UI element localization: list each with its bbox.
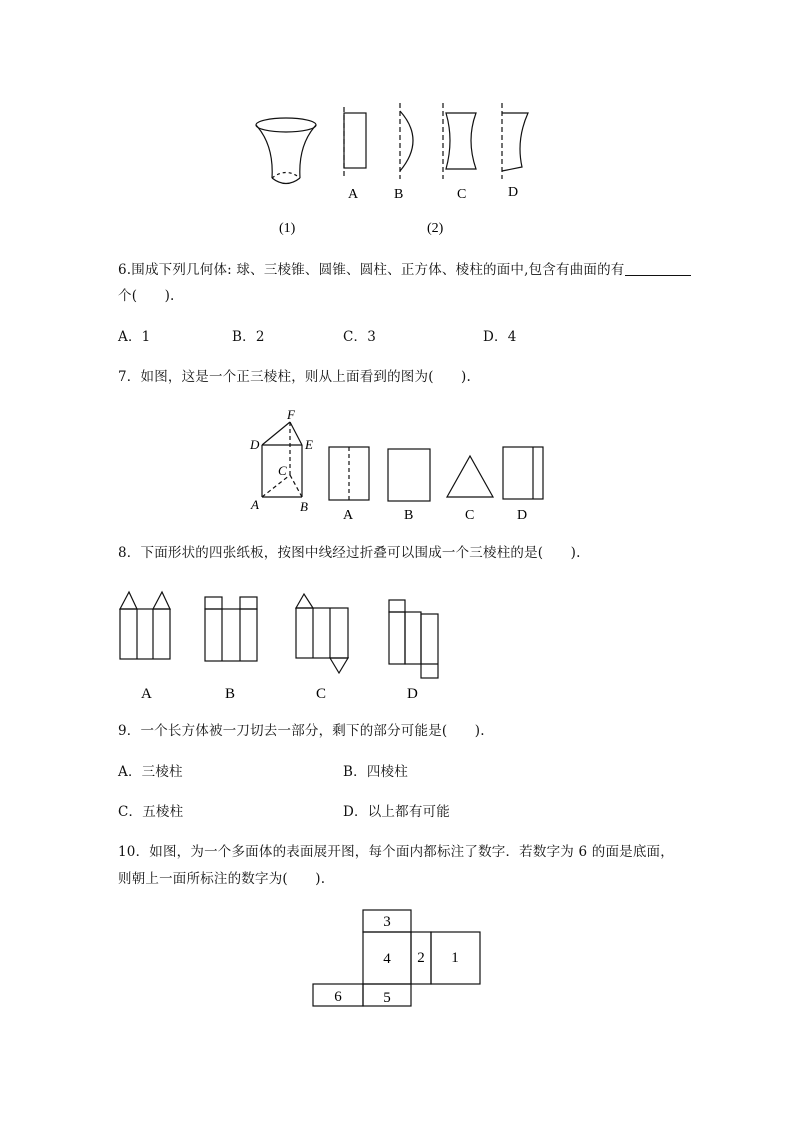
fig1-option-c: C	[457, 187, 467, 202]
net-face-2: 2	[417, 950, 425, 966]
question-6-option-b: B．2	[232, 329, 265, 345]
question-10-text-cont: 则朝上一面所标注的数字为( ).	[118, 871, 326, 887]
net-face-6: 6	[334, 989, 342, 1005]
q7-option-b: B	[404, 508, 414, 523]
q7-option-d: D	[517, 508, 528, 523]
vertex-label-d: D	[250, 437, 260, 452]
fig1-option-a: A	[348, 187, 359, 202]
q8-option-d: D	[407, 686, 418, 702]
net-face-1: 1	[451, 950, 459, 966]
figure-solid-of-revolution	[250, 95, 550, 245]
vertex-label-a: A	[251, 497, 259, 512]
question-6-option-c: C．3	[343, 329, 377, 345]
q8-option-b: B	[225, 686, 236, 702]
vertex-label-c: C	[278, 463, 287, 478]
figure-triangular-prism	[246, 405, 556, 525]
q8-option-a: A	[141, 686, 152, 702]
question-6-text	[118, 260, 691, 280]
net-face-4: 4	[383, 951, 391, 967]
fig1-option-b: B	[394, 187, 404, 202]
q8-option-c: C	[316, 686, 327, 702]
figure-prism-nets	[112, 588, 452, 703]
q7-option-c: C	[465, 508, 475, 523]
question-8-text: 8．下面形状的四张纸板，按图中线经过折叠可以围成一个三棱柱的是( ).	[118, 545, 581, 561]
figure-polyhedron-net	[308, 905, 488, 1010]
q7-option-a: A	[343, 508, 354, 523]
net-face-5: 5	[383, 990, 391, 1006]
question-7-text: 7．如图，这是一个正三棱柱，则从上面看到的图为( ).	[118, 369, 472, 385]
vertex-label-e: E	[305, 437, 313, 452]
question-10-text: 10．如图，为一个多面体的表面展开图，每个面内都标注了数字．若数字为 6 的面是底面，	[118, 844, 674, 860]
question-9-option-d: D．以上都有可能	[343, 804, 450, 820]
question-6-stem: 6.围成下列几何体: 球、三棱锥、圆锥、圆柱、正方体、棱柱的面中,包含有曲面的有	[118, 262, 625, 278]
question-6-option-a: A．1	[118, 329, 151, 345]
question-9-option-a: A．三棱柱	[118, 764, 183, 780]
question-9-text: 9．一个长方体被一刀切去一部分，剩下的部分可能是( ).	[118, 723, 485, 739]
fig1-option-d: D	[508, 185, 519, 200]
fig1-caption-1: (1)	[279, 221, 296, 236]
answer-blank[interactable]	[625, 261, 691, 276]
fig1-caption-2: (2)	[427, 221, 444, 236]
question-9-option-c: C．五棱柱	[118, 804, 184, 820]
vertex-label-b: B	[300, 499, 308, 514]
question-9-option-b: B．四棱柱	[343, 764, 408, 780]
question-6-text-cont: 个( ).	[118, 288, 175, 304]
question-6-option-d: D．4	[483, 329, 517, 345]
vertex-label-f: F	[287, 407, 295, 422]
net-face-3: 3	[383, 914, 391, 930]
